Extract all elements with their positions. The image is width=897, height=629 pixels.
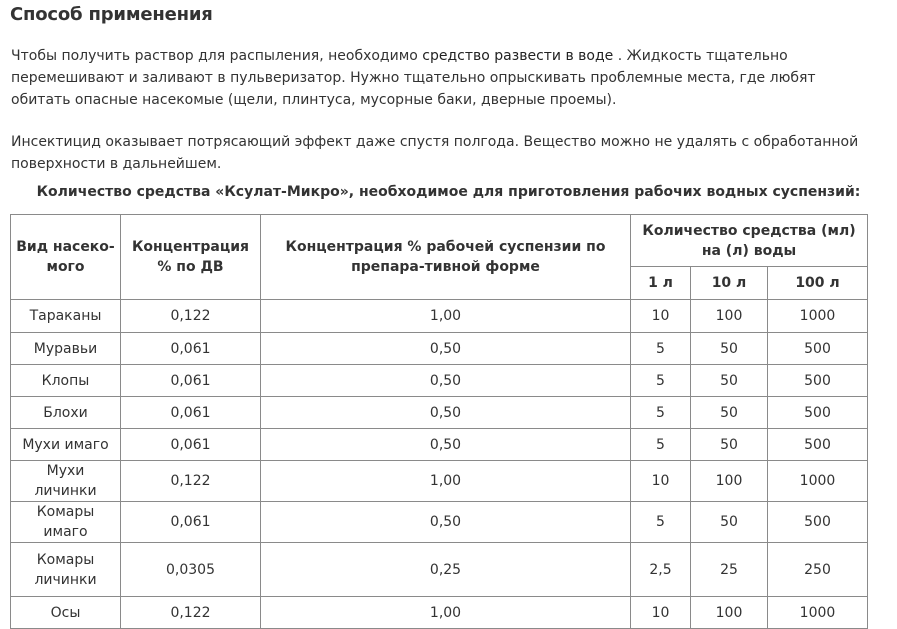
cell-1l: 5 <box>631 333 691 365</box>
cell-100l: 500 <box>768 502 868 543</box>
table-row <box>11 461 868 502</box>
cell-10l: 50 <box>691 429 768 461</box>
cell-conc-susp: 0,50 <box>261 333 631 365</box>
header-conc-susp: Концентрация % рабочей суспензии по препара-тивной форме <box>261 215 631 300</box>
cell-conc-dv: 0,061 <box>121 365 261 397</box>
cell-insect: Осы <box>11 597 121 629</box>
effect-paragraph: Инсектицид оказывает потрясающий эффект даже спустя полгода. Вещество можно не удалять с обработанной поверхности в дальнейшем. <box>11 134 859 172</box>
table-row <box>11 300 868 333</box>
header-1l: 1 л <box>631 267 691 300</box>
cell-100l: 250 <box>768 543 868 597</box>
cell-100l: 1000 <box>768 461 868 502</box>
dosage-table <box>10 214 868 629</box>
cell-10l: 50 <box>691 365 768 397</box>
cell-100l: 500 <box>768 365 868 397</box>
cell-10l: 50 <box>691 502 768 543</box>
cell-100l: 500 <box>768 333 868 365</box>
cell-conc-susp: 1,00 <box>261 461 631 502</box>
cell-1l: 2,5 <box>631 543 691 597</box>
page-title: Способ применения <box>10 4 213 25</box>
usage-text-before: Чтобы получить раствор для распыления, необходимо <box>11 48 423 64</box>
cell-conc-dv: 0,061 <box>121 502 261 543</box>
header-conc-dv: Концентрация % по ДВ <box>121 215 261 300</box>
cell-10l: 50 <box>691 397 768 429</box>
cell-1l: 5 <box>631 429 691 461</box>
cell-10l: 50 <box>691 333 768 365</box>
usage-paragraph <box>11 45 871 111</box>
table-row <box>11 543 868 597</box>
header-insect: Вид насеко-мого <box>11 215 121 300</box>
cell-insect: Муравьи <box>11 333 121 365</box>
cell-10l: 100 <box>691 300 768 333</box>
cell-conc-susp: 0,50 <box>261 365 631 397</box>
cell-conc-dv: 0,122 <box>121 597 261 629</box>
cell-100l: 1000 <box>768 597 868 629</box>
cell-1l: 10 <box>631 597 691 629</box>
cell-insect: Блохи <box>11 397 121 429</box>
cell-conc-dv: 0,122 <box>121 461 261 502</box>
cell-100l: 500 <box>768 397 868 429</box>
cell-1l: 5 <box>631 397 691 429</box>
header-100l: 100 л <box>768 267 868 300</box>
cell-conc-susp: 0,50 <box>261 429 631 461</box>
cell-conc-susp: 0,25 <box>261 543 631 597</box>
cell-100l: 1000 <box>768 300 868 333</box>
cell-1l: 5 <box>631 365 691 397</box>
usage-text-after: . Жидкость тщательно перемешивают и заливают в пульверизатор. Нужно тщательно опрыскивать проблемные места, где любят обитать опасные насекомые (щели, плинтуса, мусорные баки, дверные проемы). <box>11 48 816 108</box>
cell-10l: 25 <box>691 543 768 597</box>
cell-conc-susp: 0,50 <box>261 397 631 429</box>
cell-conc-dv: 0,0305 <box>121 543 261 597</box>
cell-10l: 100 <box>691 597 768 629</box>
cell-insect: Мухи имаго <box>11 429 121 461</box>
cell-conc-dv: 0,122 <box>121 300 261 333</box>
table-row <box>11 365 868 397</box>
cell-conc-dv: 0,061 <box>121 397 261 429</box>
cell-insect: Мухи личинки <box>11 461 121 502</box>
cell-conc-dv: 0,061 <box>121 429 261 461</box>
cell-insect: Клопы <box>11 365 121 397</box>
header-10l: 10 л <box>691 267 768 300</box>
cell-insect: Комары личинки <box>11 543 121 597</box>
cell-1l: 10 <box>631 300 691 333</box>
dilute-link[interactable]: средство развести в воде <box>422 48 614 64</box>
table-row <box>11 333 868 365</box>
cell-1l: 5 <box>631 502 691 543</box>
table-caption: Количество средства «Ксулат-Микро», необходимое для приготовления рабочих водных суспензий: <box>36 184 861 200</box>
cell-conc-susp: 1,00 <box>261 300 631 333</box>
cell-1l: 10 <box>631 461 691 502</box>
table-row <box>11 502 868 543</box>
cell-10l: 100 <box>691 461 768 502</box>
cell-conc-susp: 1,00 <box>261 597 631 629</box>
cell-insect: Тараканы <box>11 300 121 333</box>
table-row <box>11 397 868 429</box>
cell-conc-dv: 0,061 <box>121 333 261 365</box>
cell-insect: Комары имаго <box>11 502 121 543</box>
cell-100l: 500 <box>768 429 868 461</box>
table-row <box>11 597 868 629</box>
cell-conc-susp: 0,50 <box>261 502 631 543</box>
header-amount: Количество средства (мл) на (л) воды <box>631 215 868 267</box>
table-row <box>11 429 868 461</box>
